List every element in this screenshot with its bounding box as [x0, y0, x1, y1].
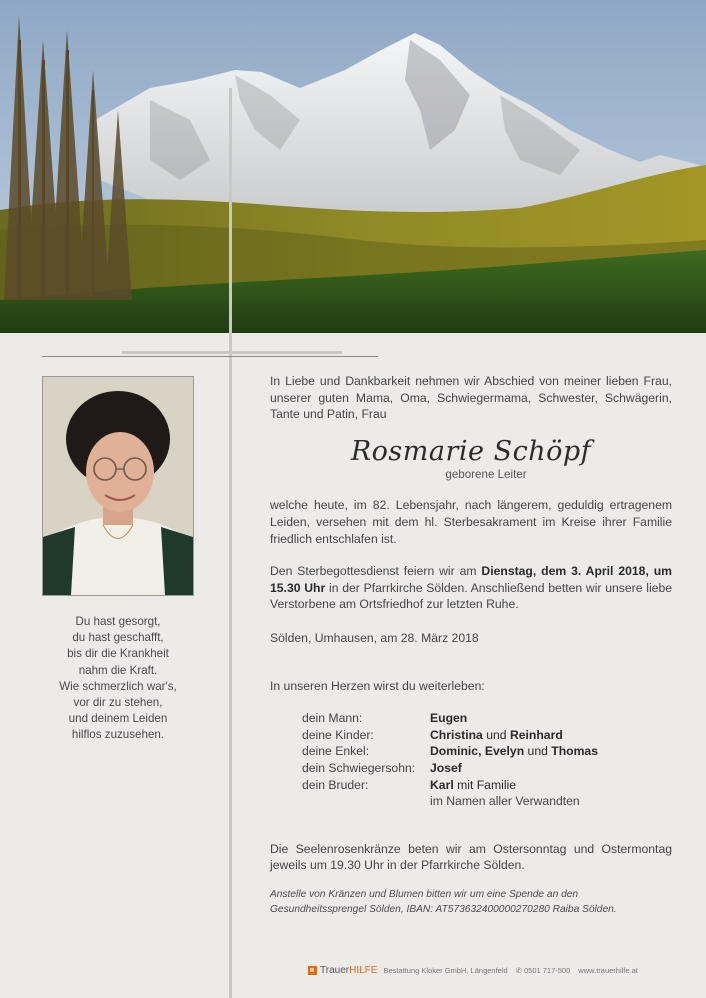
family-row	[302, 760, 598, 777]
cross-vertical-bar	[229, 88, 232, 998]
brand-name-part1: Trauer	[320, 965, 350, 976]
relative-name: Reinhard	[509, 727, 563, 742]
phone-number: 0501 717-500	[523, 966, 571, 975]
intro-text: In Liebe und Dankbarkeit nehmen wir Abschied von meiner lieben Frau, unserer guten Mama, Oma, Schwiegermama, Schwester, Schwägerin, Tante und Patin, Frau	[270, 374, 672, 422]
deceased-name: Rosmarie Schöpf	[350, 435, 592, 467]
relative-name: Karl	[430, 777, 454, 792]
poem-line: vor dir zu stehen,	[73, 696, 163, 710]
mountain-landscape-photo	[0, 0, 706, 333]
relative-name: Josef	[430, 760, 462, 775]
portrait-photo	[42, 376, 194, 596]
relation-label: dein Schwiegersohn:	[302, 760, 416, 775]
service-text	[270, 563, 672, 613]
relation-label: deine Kinder:	[302, 727, 374, 742]
hearts-text: In unseren Herzen wirst du weiterleben:	[270, 678, 485, 693]
poem-line: bis dir die Krankheit	[67, 647, 169, 661]
poem-line: und deinem Leiden	[68, 712, 168, 726]
poem-line: nahm die Kraft.	[78, 663, 158, 677]
relative-name: Thomas	[551, 744, 598, 759]
company-name: Bestattung Kloker GmbH, Längenfeld	[383, 966, 508, 975]
website-link[interactable]: www.trauerhilfe.at	[578, 966, 638, 975]
name-block	[270, 437, 672, 484]
family-row	[302, 710, 598, 727]
poem-line: Wie schmerzlich war's,	[59, 679, 177, 693]
service-text-2: in der Pfarrkirche Sölden. Anschließend betten wir unsere liebe Verstorbene am Ortsfriedhof zur letzten Ruhe.	[270, 580, 672, 612]
born-name: geborene Leiter	[445, 467, 527, 481]
relative-name: Dominic, Evelyn	[430, 744, 525, 759]
relative-name: Eugen	[430, 711, 468, 726]
conjunction: und	[482, 727, 510, 742]
cross-horizontal-bar	[122, 351, 342, 354]
family-row	[302, 743, 598, 760]
memorial-poem	[42, 614, 194, 744]
place-date: Sölden, Umhausen, am 28. März 2018	[270, 630, 479, 645]
family-row	[302, 727, 598, 744]
brand-name-part2: HILFE	[349, 965, 378, 976]
poem-line: hilflos zuzusehen.	[71, 728, 165, 742]
all-relatives: im Namen aller Verwandten	[430, 794, 580, 809]
passing-text: welche heute, im 82. Lebensjahr, nach längerem, geduldig ertragenem Leiden, versehen mit dem hl. Sterbesakrament im Kreise ihrer Familie friedlich entschlafen ist.	[270, 498, 672, 546]
donation-note: Anstelle von Kränzen und Blumen bitten wir um eine Spende an den Gesundheitssprengel Sölden, IBAN: AT573632400000270280 Raiba Sölden.	[270, 888, 617, 915]
conjunction: und	[524, 744, 552, 759]
rosary-text: Die Seelenrosenkränze beten wir am Ostersonntag und Ostermontag jeweils um 19.30 Uhr in der Pfarrkirche Sölden.	[270, 841, 672, 873]
family-row	[302, 793, 598, 810]
family-list	[302, 710, 598, 810]
poem-line: Du hast gesorgt,	[75, 615, 161, 628]
obituary-content	[270, 373, 672, 917]
divider-line	[42, 356, 378, 357]
relation-label: deine Enkel:	[302, 744, 370, 759]
relative-suffix: mit Familie	[453, 777, 517, 792]
service-date: Dienstag, dem 3. April 2018, um 15.30 Uhr	[270, 564, 672, 595]
phone-icon: ✆	[515, 966, 522, 975]
relation-label: dein Mann:	[302, 711, 363, 726]
relative-name: Christina	[430, 727, 483, 742]
trauerhilfe-logo-icon	[308, 966, 317, 975]
family-row	[302, 777, 598, 794]
relation-label: dein Bruder:	[302, 777, 369, 792]
footer	[308, 965, 638, 976]
service-text-1: Den Sterbegottesdienst feiern wir am	[270, 564, 482, 579]
poem-line: du hast geschafft,	[72, 631, 164, 645]
